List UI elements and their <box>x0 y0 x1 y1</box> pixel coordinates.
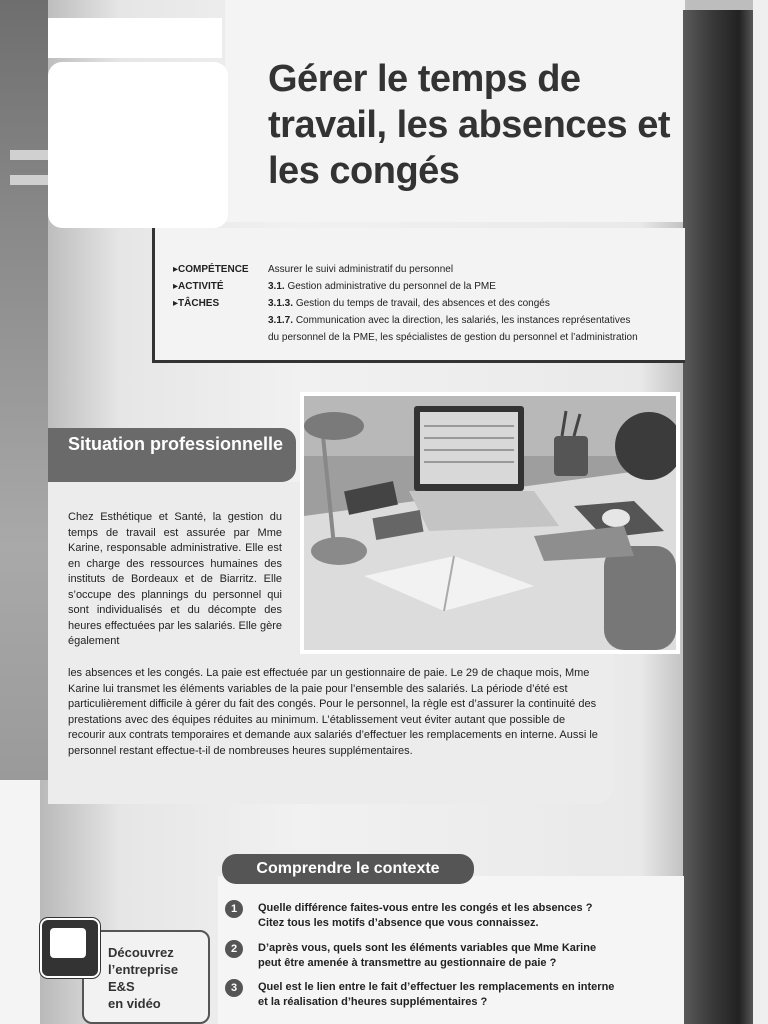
page-edge-shadow <box>683 10 753 1024</box>
redacted-strip <box>48 18 222 58</box>
left-band <box>0 0 48 780</box>
competence-line: 3.1.3. Gestion du temps de travail, des absences et des congés <box>268 298 550 309</box>
video-caption[interactable] <box>108 944 178 1012</box>
question-2: D’après vous, quels sont les éléments variables que Mme Karine peut être amenée à transmettre au gestionnaire de paie ? <box>258 942 597 969</box>
page-title: Gérer le temps de travail, les absences et les congés <box>268 58 671 192</box>
competence-line: Assurer le suivi administratif du personnel <box>268 264 454 275</box>
question-number-3: 3 <box>225 979 243 997</box>
video-icon[interactable] <box>40 918 100 978</box>
video-caption-line: en vidéo <box>108 996 161 1011</box>
left-stripe <box>10 175 48 185</box>
competence-labels <box>173 261 249 312</box>
question-3: Quel est le lien entre le fait d’effectuer les remplacements en interne et la réalisation d’heures supplémentaires ? <box>258 981 615 1008</box>
question-number-1: 1 <box>225 900 243 918</box>
label-competence: ▸ COMPÉTENCE <box>173 261 249 278</box>
situation-paragraph-2: les absences et les congés. La paie est effectuée par un gestionnaire de paie. Le 29 de chaque mois, Mme Karine lui transmet les éléments variables de la paie pour l’ensemble des salariés. La période d’été est particulièrement difficile à gérer du fait des congés. Pour le personnel, la règle est d’assurer la continuité des prestations avec des équipes réduites au minimum. L’établissement veut éviter autant que possible de recourir aux contrats temporaires et demande aux salariés d’effectuer les remplacements en interne. Aussi le personnel restant effectue-t-il de nombreuses heures supplémentaires. <box>68 667 598 757</box>
left-stripe <box>10 150 48 160</box>
label-activite: ▸ ACTIVITÉ <box>173 278 249 295</box>
video-caption-line: l’entreprise <box>108 962 179 977</box>
video-caption-line: E&S <box>108 979 135 994</box>
competence-text <box>268 261 678 346</box>
page-edge <box>753 0 768 1024</box>
question-1: Quelle différence faites-vous entre les congés et les absences ? Citez tous les motifs d’absence que vous connaissez. <box>258 902 593 929</box>
situation-heading: Situation professionnelle <box>48 428 296 482</box>
question-number-2: 2 <box>225 940 243 958</box>
label-taches: ▸ TÂCHES <box>173 295 249 312</box>
video-caption-line: Découvrez <box>108 945 174 960</box>
situation-paragraph-1: Chez Esthétique et Santé, la gestion du temps de travail est assurée par Mme Karine, responsable administrative. Elle est en charge des ressources humaines des instituts de Bordeaux et de Biarritz. Elle s’occupe des plannings du personnel qui sont individualisés et du décompte des heures effectuées par les salariés. Elle gère également <box>68 511 282 647</box>
competence-line: 3.1. Gestion administrative du personnel de la PME <box>268 281 496 292</box>
office-photo <box>300 392 680 654</box>
competence-box <box>152 228 685 363</box>
comprendre-heading: Comprendre le contexte <box>222 854 474 884</box>
redacted-block <box>48 62 228 228</box>
photo-illustration <box>304 396 676 650</box>
bottom-left-margin <box>0 780 40 1024</box>
competence-line: du personnel de la PME, les spécialistes de gestion du personnel et l’administration <box>268 332 638 343</box>
competence-line: 3.1.7. Communication avec la direction, les salariés, les instances représentatives <box>268 315 631 326</box>
video-icon-screen <box>50 928 86 958</box>
